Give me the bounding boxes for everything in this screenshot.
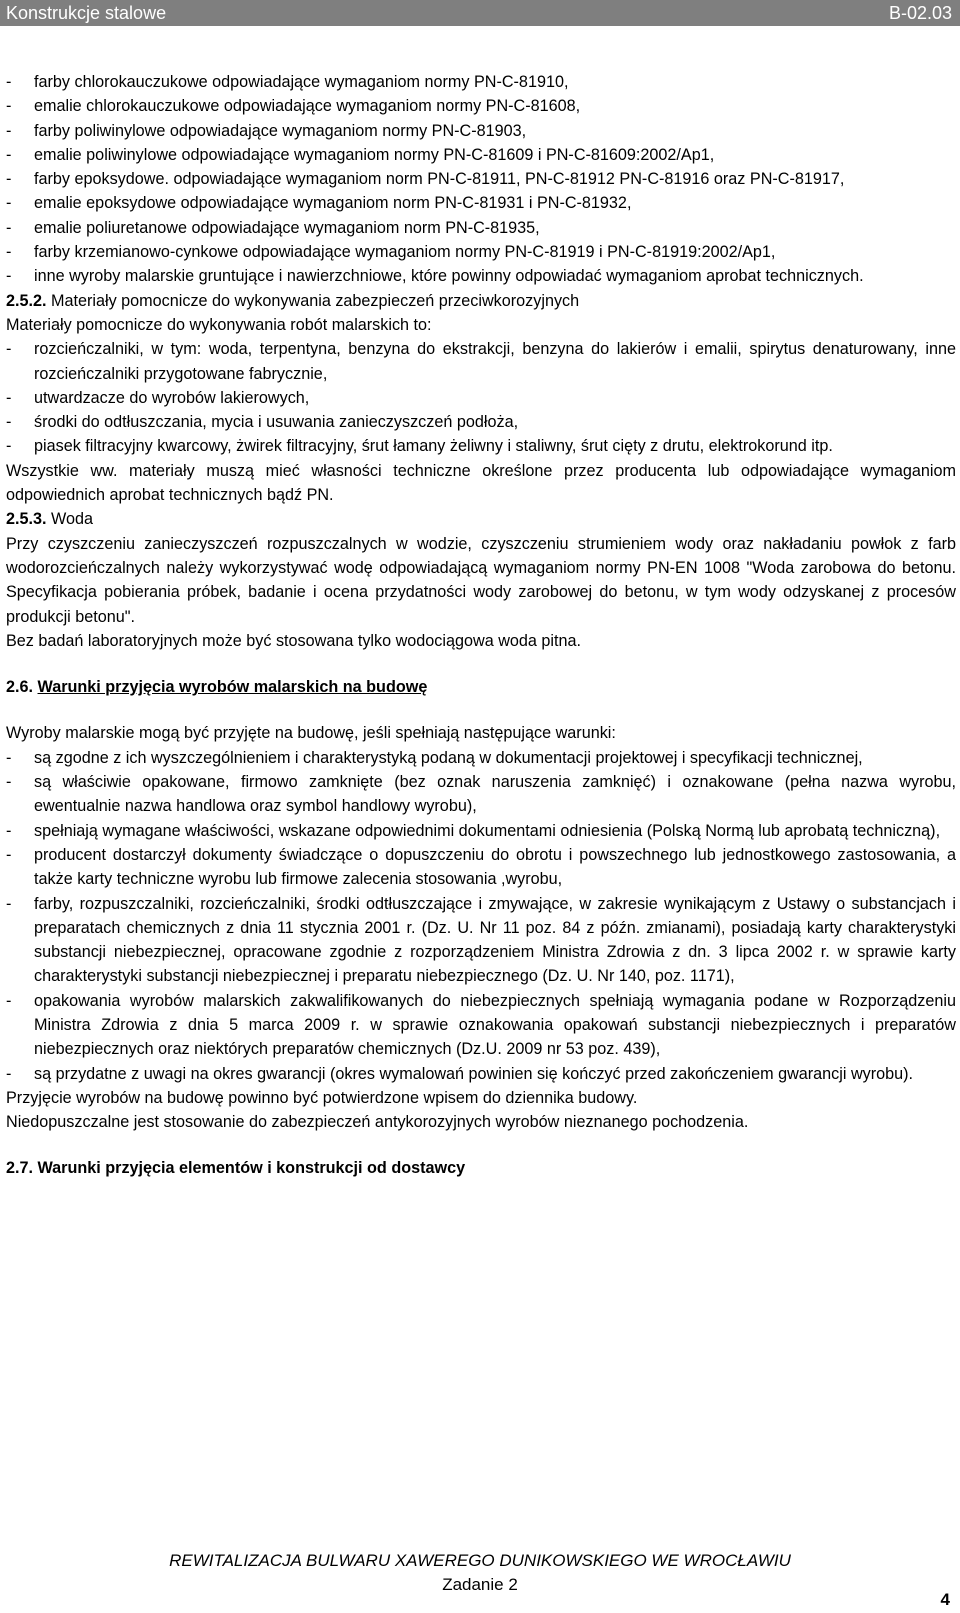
- list-item-text: farby poliwinylowe odpowiadające wymaganiom normy PN-C-81903,: [34, 121, 527, 140]
- section-2-6-intro: Wyroby malarskie mogą być przyjęte na budowę, jeśli spełniają następujące warunki:: [6, 724, 616, 743]
- section-2-5-2-note: Wszystkie ww. materiały muszą mieć własności techniczne określone przez producenta lub odpowiadające wymaganiom odpowiednich aprobat technicznych bądź PN.: [6, 461, 956, 505]
- acceptance-conditions-list: [6, 746, 956, 1086]
- page-number: 4: [940, 1590, 950, 1609]
- bullet-dash: -: [6, 388, 12, 407]
- auxiliary-materials-list: [6, 337, 956, 458]
- footer-project-title: REWITALIZACJA BULWARU XAWEREGO DUNIKOWSKIEGO WE WROCŁAWIU: [169, 1551, 791, 1570]
- bullet-dash: -: [6, 1064, 12, 1083]
- bullet-dash: -: [6, 773, 12, 792]
- section-2-6-paragraph: Przyjęcie wyrobów na budowę powinno być potwierdzone wpisem do dziennika budowy.: [6, 1088, 638, 1107]
- list-item: [6, 191, 956, 215]
- paint-types-list: [6, 70, 956, 289]
- list-item: [6, 1062, 956, 1086]
- document-body: [6, 70, 956, 1181]
- list-item-text: emalie poliuretanowe odpowiadające wymaganiom norm PN-C-81935,: [34, 218, 540, 237]
- list-item: [6, 434, 956, 458]
- bullet-dash: -: [6, 194, 12, 213]
- list-item: [6, 240, 956, 264]
- list-item-text: rozcieńczalniki, w tym: woda, terpentyna, benzyna do ekstrakcji, benzyna do lakierów i emalii, spirytus denaturowany, inne rozcieńczalniki przygotowane fabrycznie,: [34, 340, 956, 383]
- section-2-7-heading: 2.7. Warunki przyjęcia elementów i konstrukcji od dostawcy: [6, 1159, 466, 1178]
- bullet-dash: -: [6, 748, 12, 767]
- list-item-text: emalie epoksydowe odpowiadające wymaganiom norm PN-C-81931 i PN-C-81932,: [34, 194, 632, 213]
- list-item: [6, 264, 956, 288]
- list-item-text: farby chlorokauczukowe odpowiadające wymaganiom normy PN-C-81910,: [34, 73, 569, 91]
- list-item-text: farby, rozpuszczalniki, rozcieńczalniki, środki odtłuszczające i zmywające, w zakresie wynikającym z Ustawy o substancjach i preparatach chemicznych z dnia 11 stycznia 2001 r. (Dz. U. Nr 11 poz. 84 z późn. zmianami), posiadają karty charakterystyki substancji niebezpiecznej, opracowane zgodnie z rozporządzeniem Ministra Zdrowia z dn. 3 lipca 2002 r. w sprawie karty charakterystyki substancji niebezpiecznej i preparatu niebezpiecznego (Dz. U. Nr 140, poz. 1171),: [34, 894, 956, 986]
- section-2-5-2-intro: Materiały pomocnicze do wykonywania robót malarskich to:: [6, 315, 432, 334]
- section-2-6-heading: 2.6. Warunki przyjęcia wyrobów malarskich na budowę: [6, 678, 428, 697]
- list-item: [6, 337, 956, 386]
- bullet-dash: -: [6, 845, 12, 864]
- bullet-dash: -: [6, 413, 12, 432]
- list-item: [6, 94, 956, 118]
- bullet-dash: -: [6, 97, 12, 116]
- section-2-5-3-heading: 2.5.3. Woda: [6, 510, 94, 529]
- list-item-text: spełniają wymagane właściwości, wskazane odpowiednimi dokumentami odniesienia (Polską Normą lub aprobatą techniczną),: [34, 821, 941, 840]
- list-item-text: inne wyroby malarskie gruntujące i nawierzchniowe, które powinny odpowiadać wymaganiom aprobat technicznych.: [34, 267, 864, 286]
- list-item-text: producent dostarczył dokumenty świadczące o dopuszczeniu do obrotu i powszechnego lub jednostkowego zastosowania, a także karty techniczne wyrobu lub firmowe zalecenia stosowania ,wyrobu,: [34, 845, 956, 889]
- bullet-dash: -: [6, 170, 12, 189]
- list-item: [6, 70, 956, 94]
- header-title: Konstrukcje stalowe: [6, 3, 167, 23]
- list-item: [6, 410, 956, 434]
- list-item-text: opakowania wyrobów malarskich zakwalifikowanych do niebezpiecznych spełniają wymagania podane w Rozporządzeniu Ministra Zdrowia z dnia 5 marca 2009 r. w sprawie oznakowania opakowań substancji niebezpiecznych i preparatów niebezpiecznych oraz niektórych preparatów chemicznych (Dz.U. 2009 nr 53 poz. 439),: [34, 991, 956, 1059]
- list-item-text: farby krzemianowo-cynkowe odpowiadające wymaganiom normy PN-C-81919 i PN-C-81919:2002/Ap1,: [34, 243, 776, 262]
- list-item: [6, 843, 956, 892]
- list-item: [6, 989, 956, 1062]
- bullet-dash: -: [6, 243, 12, 262]
- bullet-dash: -: [6, 73, 12, 91]
- page-footer: [0, 1549, 960, 1597]
- list-item: [6, 892, 956, 989]
- bullet-dash: -: [6, 894, 12, 913]
- section-2-5-3-paragraph: Przy czyszczeniu zanieczyszczeń rozpuszczalnych w wodzie, czyszczeniu strumieniem wody oraz nakładaniu powłok z farb wodorozcieńczalnych należy wykorzystywać wodę odpowiadającą wymaganiom normy PN-EN 1008 "Woda zarobowa do betonu. Specyfikacja pobierania próbek, badanie i ocena przydatności wody zarobowej do betonu, w tym wody odzyskanej z procesów produkcji betonu".: [6, 534, 956, 626]
- list-item-text: są właściwie opakowane, firmowo zamknięte (bez oznak naruszenia zamknięć) i oznakowane (pełna nazwa wyrobu, ewentualnie nazwa handlowa oraz symbol handlowy wyrobu),: [34, 773, 956, 816]
- footer-task: Zadanie 2: [442, 1575, 518, 1594]
- bullet-dash: -: [6, 121, 12, 140]
- list-item-text: utwardzacze do wyrobów lakierowych,: [34, 388, 310, 407]
- bullet-dash: -: [6, 145, 12, 164]
- header-doc-code: B-02.03: [888, 3, 952, 23]
- bullet-dash: -: [6, 821, 12, 840]
- list-item: [6, 216, 956, 240]
- bullet-dash: -: [6, 267, 12, 286]
- bullet-dash: -: [6, 218, 12, 237]
- list-item: [6, 119, 956, 143]
- list-item: [6, 770, 956, 819]
- page-header: [0, 0, 960, 26]
- section-2-6-paragraph: Niedopuszczalne jest stosowanie do zabezpieczeń antykorozyjnych wyrobów nieznanego pochodzenia.: [6, 1113, 749, 1132]
- list-item-text: emalie poliwinylowe odpowiadające wymaganiom normy PN-C-81609 i PN-C-81609:2002/Ap1,: [34, 145, 715, 164]
- bullet-dash: -: [6, 340, 12, 359]
- bullet-dash: -: [6, 437, 12, 456]
- section-2-5-3-paragraph: Bez badań laboratoryjnych może być stosowana tylko wodociągowa woda pitna.: [6, 631, 581, 650]
- list-item: [6, 143, 956, 167]
- list-item-text: piasek filtracyjny kwarcowy, żwirek filtracyjny, śrut łamany żeliwny i staliwny, śrut cięty z drutu, elektrokorund itp.: [34, 437, 833, 456]
- list-item: [6, 746, 956, 770]
- list-item-text: są zgodne z ich wyszczególnieniem i charakterystyką podaną w dokumentacji projektowej i specyfikacji technicznej,: [34, 748, 863, 767]
- list-item-text: emalie chlorokauczukowe odpowiadające wymaganiom normy PN-C-81608,: [34, 97, 581, 116]
- section-2-5-2-heading: 2.5.2. Materiały pomocnicze do wykonywania zabezpieczeń przeciwkorozyjnych: [6, 291, 580, 310]
- list-item-text: są przydatne z uwagi na okres gwarancji (okres wymalowań powinien się kończyć przed zakończeniem gwarancji wyrobu).: [34, 1064, 914, 1083]
- list-item-text: farby epoksydowe. odpowiadające wymaganiom norm PN-C-81911, PN-C-81912 PN-C-81916 oraz PN-C-81917,: [34, 170, 845, 189]
- list-item: [6, 819, 956, 843]
- list-item: [6, 167, 956, 191]
- list-item-text: środki do odtłuszczania, mycia i usuwania zanieczyszczeń podłoża,: [34, 413, 519, 432]
- list-item: [6, 386, 956, 410]
- bullet-dash: -: [6, 991, 12, 1010]
